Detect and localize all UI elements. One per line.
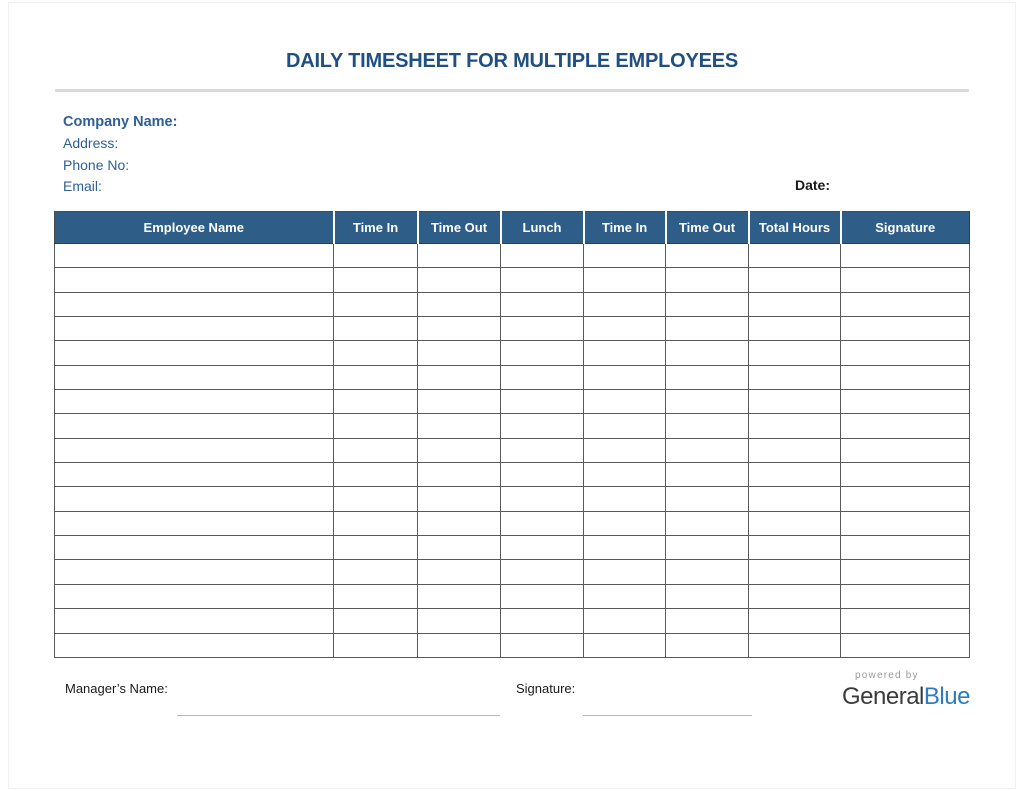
table-row <box>55 560 970 584</box>
table-cell <box>334 390 418 414</box>
table-cell <box>749 463 841 487</box>
table-cell <box>501 511 584 535</box>
table-cell <box>334 414 418 438</box>
table-cell <box>749 560 841 584</box>
table-cell <box>666 268 749 292</box>
table-cell <box>334 438 418 462</box>
table-cell <box>418 536 501 560</box>
table-cell <box>55 463 334 487</box>
manager-name-label: Manager’s Name: <box>65 681 168 696</box>
table-cell <box>666 244 749 268</box>
table-cell <box>749 511 841 535</box>
brand-name-dark: General <box>842 683 924 710</box>
company-info-block <box>63 112 177 197</box>
table-cell <box>501 292 584 316</box>
company-name-label: Company Name: <box>63 114 178 130</box>
date-label: Date: <box>795 177 831 193</box>
table-cell <box>584 609 666 633</box>
table-cell <box>841 341 970 365</box>
table-cell <box>501 609 584 633</box>
table-cell <box>841 584 970 608</box>
table-row <box>55 511 970 535</box>
table-cell <box>749 365 841 389</box>
signature-line <box>583 715 752 716</box>
column-header-time-out: Time Out <box>418 212 501 244</box>
table-cell <box>334 463 418 487</box>
table-row <box>55 609 970 633</box>
table-cell <box>55 487 334 511</box>
table-cell <box>584 511 666 535</box>
table-cell <box>666 536 749 560</box>
table-cell <box>55 438 334 462</box>
table-cell <box>584 365 666 389</box>
table-cell <box>334 584 418 608</box>
table-cell <box>584 536 666 560</box>
table-cell <box>418 292 501 316</box>
table-cell <box>418 633 501 657</box>
table-cell <box>666 414 749 438</box>
table-cell <box>584 317 666 341</box>
table-cell <box>584 487 666 511</box>
table-cell <box>749 438 841 462</box>
page-title: DAILY TIMESHEET FOR MULTIPLE EMPLOYEES <box>285 50 739 72</box>
table-cell <box>418 584 501 608</box>
table-cell <box>841 560 970 584</box>
table-cell <box>666 390 749 414</box>
table-cell <box>418 463 501 487</box>
table-row <box>55 341 970 365</box>
powered-by-text: powered by <box>855 670 919 681</box>
table-cell <box>418 511 501 535</box>
title-divider <box>55 89 969 92</box>
table-cell <box>334 633 418 657</box>
table-cell <box>841 292 970 316</box>
table-cell <box>666 463 749 487</box>
table-row <box>55 584 970 608</box>
column-header-signature: Signature <box>841 212 970 244</box>
table-row <box>55 365 970 389</box>
table-cell <box>55 560 334 584</box>
table-cell <box>749 341 841 365</box>
table-cell <box>334 609 418 633</box>
table-cell <box>584 268 666 292</box>
table-cell <box>749 414 841 438</box>
table-cell <box>418 560 501 584</box>
table-row <box>55 633 970 657</box>
table-cell <box>666 487 749 511</box>
table-cell <box>841 268 970 292</box>
table-cell <box>584 292 666 316</box>
column-header-time-in: Time In <box>584 212 666 244</box>
table-cell <box>841 438 970 462</box>
table-header-row <box>55 212 970 244</box>
timesheet-table <box>54 211 970 658</box>
table-cell <box>841 463 970 487</box>
column-header-time-in: Time In <box>334 212 418 244</box>
table-cell <box>584 463 666 487</box>
table-cell <box>55 390 334 414</box>
table-cell <box>749 390 841 414</box>
table-cell <box>749 609 841 633</box>
table-cell <box>501 317 584 341</box>
table-cell <box>501 390 584 414</box>
table-cell <box>501 633 584 657</box>
table-cell <box>55 268 334 292</box>
brand-name-blue: Blue <box>923 683 970 710</box>
table-cell <box>841 244 970 268</box>
table-cell <box>749 292 841 316</box>
table-cell <box>334 365 418 389</box>
table-cell <box>334 292 418 316</box>
table-cell <box>55 365 334 389</box>
table-cell <box>501 463 584 487</box>
table-cell <box>501 536 584 560</box>
column-header-lunch: Lunch <box>501 212 584 244</box>
phone-label: Phone No: <box>63 156 130 173</box>
table-cell <box>418 390 501 414</box>
table-row <box>55 438 970 462</box>
table-cell <box>841 390 970 414</box>
manager-name-line <box>177 715 500 716</box>
table-cell <box>55 317 334 341</box>
table-row <box>55 317 970 341</box>
table-cell <box>584 560 666 584</box>
column-header-time-out: Time Out <box>666 212 749 244</box>
table-cell <box>501 341 584 365</box>
table-cell <box>749 633 841 657</box>
table-cell <box>55 341 334 365</box>
column-header-employee-name: Employee Name <box>55 212 334 244</box>
table-cell <box>841 487 970 511</box>
table-cell <box>584 341 666 365</box>
table-cell <box>584 584 666 608</box>
table-cell <box>501 487 584 511</box>
table-cell <box>841 365 970 389</box>
table-cell <box>501 438 584 462</box>
table-cell <box>666 511 749 535</box>
table-cell <box>666 560 749 584</box>
table-cell <box>666 438 749 462</box>
table-cell <box>749 268 841 292</box>
table-cell <box>749 317 841 341</box>
table-cell <box>55 584 334 608</box>
address-label: Address: <box>63 135 119 152</box>
table-cell <box>584 390 666 414</box>
table-cell <box>666 365 749 389</box>
table-cell <box>666 341 749 365</box>
table-cell <box>334 317 418 341</box>
table-cell <box>418 317 501 341</box>
table-cell <box>334 560 418 584</box>
table-cell <box>418 438 501 462</box>
table-cell <box>666 292 749 316</box>
table-row <box>55 244 970 268</box>
table-row <box>55 268 970 292</box>
signature-label: Signature: <box>516 681 576 696</box>
table-cell <box>55 536 334 560</box>
table-body <box>55 244 970 658</box>
column-header-total-hours: Total Hours <box>749 212 841 244</box>
table-cell <box>841 633 970 657</box>
table-cell <box>418 365 501 389</box>
table-cell <box>501 268 584 292</box>
table-cell <box>418 609 501 633</box>
table-cell <box>749 584 841 608</box>
table-cell <box>501 244 584 268</box>
table-cell <box>418 244 501 268</box>
table-cell <box>841 609 970 633</box>
table-row <box>55 292 970 316</box>
table-cell <box>666 317 749 341</box>
table-cell <box>749 244 841 268</box>
table-cell <box>418 487 501 511</box>
table-row <box>55 414 970 438</box>
generalblue-logo <box>842 683 970 711</box>
table-cell <box>418 268 501 292</box>
email-label: Email: <box>63 177 102 194</box>
table-cell <box>841 414 970 438</box>
table-cell <box>841 536 970 560</box>
table-cell <box>55 244 334 268</box>
table-cell <box>334 511 418 535</box>
table-cell <box>55 511 334 535</box>
table-cell <box>334 244 418 268</box>
table-cell <box>334 487 418 511</box>
table-cell <box>666 609 749 633</box>
table-row <box>55 487 970 511</box>
table-cell <box>666 633 749 657</box>
table-cell <box>749 487 841 511</box>
table-cell <box>55 609 334 633</box>
table-cell <box>418 414 501 438</box>
table-cell <box>501 414 584 438</box>
table-cell <box>55 292 334 316</box>
table-cell <box>584 438 666 462</box>
table-cell <box>55 633 334 657</box>
table-cell <box>334 536 418 560</box>
table-row <box>55 536 970 560</box>
table-cell <box>501 560 584 584</box>
table-cell <box>666 584 749 608</box>
table-cell <box>749 536 841 560</box>
table-cell <box>584 244 666 268</box>
table-cell <box>334 341 418 365</box>
table-cell <box>418 341 501 365</box>
table-cell <box>501 584 584 608</box>
table-cell <box>334 268 418 292</box>
table-cell <box>841 317 970 341</box>
table-cell <box>501 365 584 389</box>
table-cell <box>584 633 666 657</box>
table-row <box>55 463 970 487</box>
table-row <box>55 390 970 414</box>
table-cell <box>584 414 666 438</box>
table-cell <box>841 511 970 535</box>
table-cell <box>55 414 334 438</box>
